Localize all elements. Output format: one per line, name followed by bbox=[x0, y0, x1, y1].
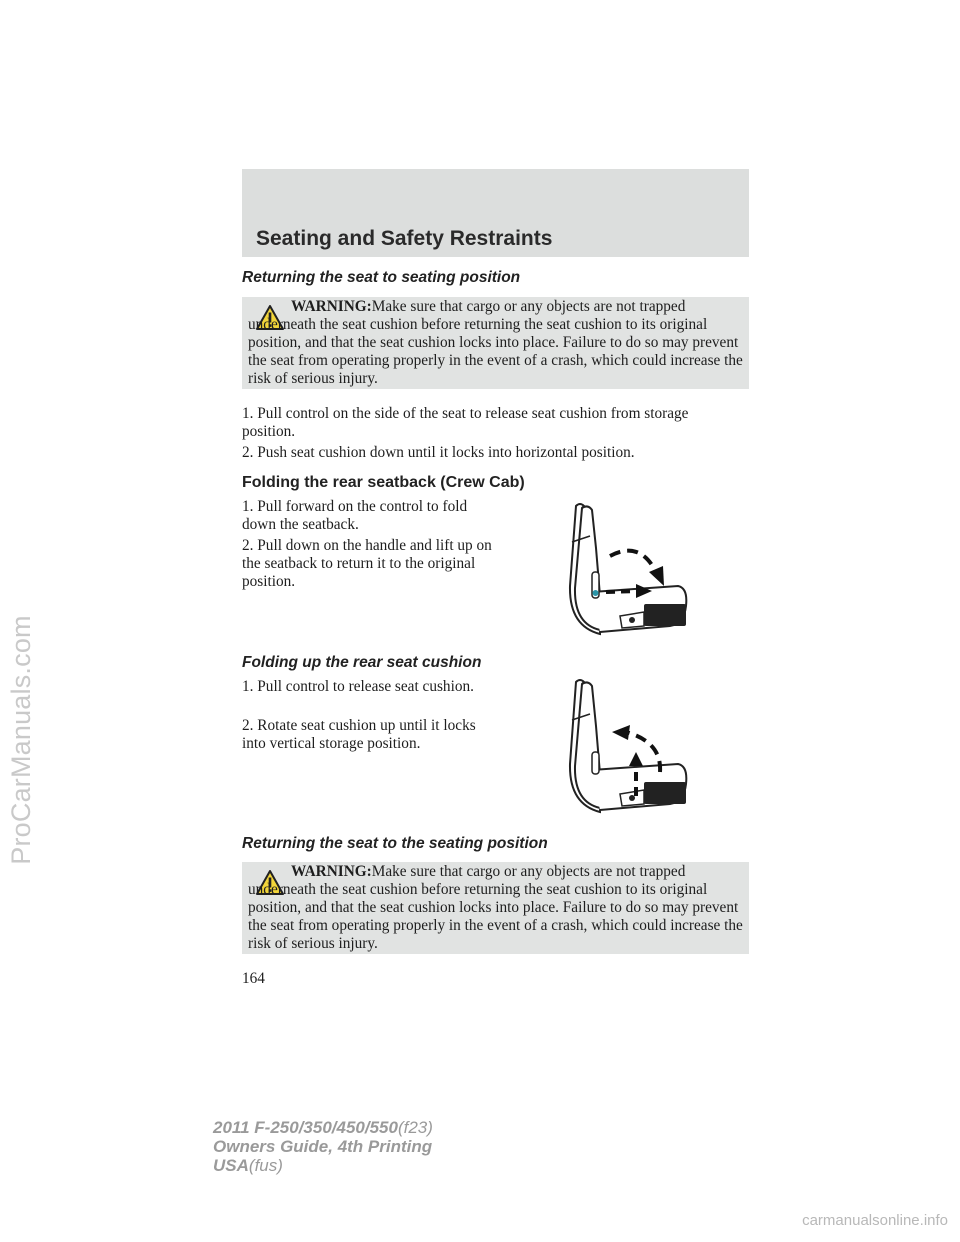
step-text: 2. Pull down on the handle and lift up on the seatback to return it to the original position. bbox=[242, 537, 492, 591]
subheading-returning-seating: Returning the seat to the seating position bbox=[242, 835, 548, 852]
warning-label: WARNING: bbox=[291, 298, 372, 315]
subheading-folding-cushion: Folding up the rear seat cushion bbox=[242, 654, 482, 671]
warning-label: WARNING: bbox=[291, 863, 372, 880]
bottom-watermark: carmanualsonline.info bbox=[802, 1212, 948, 1229]
step-text: 1. Pull control to release seat cushion. bbox=[242, 678, 474, 695]
warning-text bbox=[248, 863, 744, 953]
section-title: Seating and Safety Restraints bbox=[256, 227, 553, 250]
step-text: 2. Push seat cushion down until it locks into horizontal position. bbox=[242, 444, 635, 461]
footer-model: 2011 F-250/350/450/550 bbox=[213, 1118, 398, 1137]
step-text: 2. Rotate seat cushion up until it locks into vertical storage position. bbox=[242, 717, 476, 753]
subheading-returning-seat: Returning the seat to seating position bbox=[242, 269, 521, 286]
side-watermark bbox=[6, 0, 42, 1242]
footer-model-code: (f23) bbox=[397, 1118, 433, 1137]
warning-text bbox=[248, 298, 744, 388]
section-header bbox=[242, 169, 749, 257]
step-text: 1. Pull control on the side of the seat to release seat cushion from storage position. bbox=[242, 405, 689, 441]
page-number: 164 bbox=[242, 970, 265, 987]
warning-body: Make sure that cargo or any objects are not trapped underneath the seat cushion before returning the seat cushion to its original position, and that the seat cushion locks into place. Failure to do so may prevent the seat from operating properly in the event of a crash, which could increase the risk of serious injury. bbox=[248, 863, 743, 953]
warning-box bbox=[242, 297, 749, 389]
seatback-fold-illustration bbox=[560, 496, 690, 638]
cushion-fold-illustration bbox=[560, 672, 690, 817]
document-footer bbox=[213, 1118, 433, 1175]
subheading-folding-seatback: Folding the rear seatback (Crew Cab) bbox=[242, 474, 525, 491]
footer-region: USA bbox=[213, 1156, 249, 1175]
step-text: 1. Pull forward on the control to fold down the seatback. bbox=[242, 498, 468, 534]
footer-printing: Owners Guide, 4th Printing bbox=[213, 1137, 433, 1156]
warning-box bbox=[242, 862, 749, 954]
side-watermark-text: ProCarManuals.com bbox=[6, 615, 36, 865]
warning-body: Make sure that cargo or any objects are not trapped underneath the seat cushion before returning the seat cushion to its original position, and that the seat cushion locks into place. Failure to do so may prevent the seat from operating properly in the event of a crash, which could increase the risk of serious injury. bbox=[248, 298, 743, 388]
footer-region-code: (fus) bbox=[248, 1156, 283, 1175]
